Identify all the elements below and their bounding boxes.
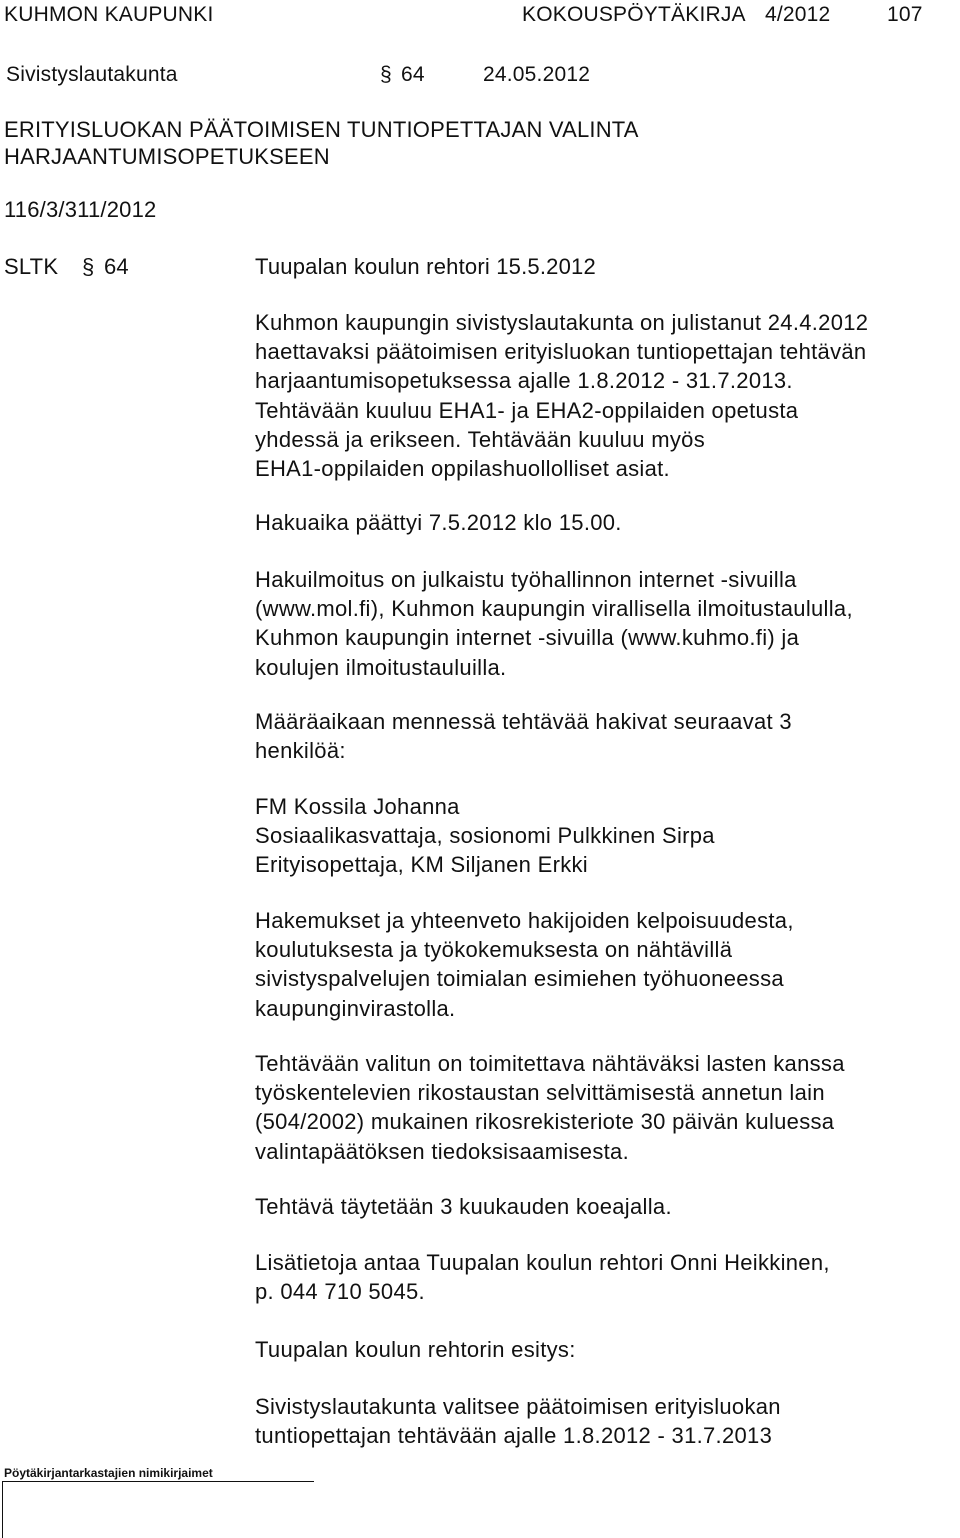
text-line: haettavaksi päätoimisen erityisluokan tuntiopettajan tehtävän — [255, 339, 867, 365]
applicant-item: Erityisopettaja, KM Siljanen Erkki — [255, 852, 588, 878]
signature-box — [2, 1481, 3, 1538]
document-issue: 4/2012 — [765, 3, 831, 26]
text-line: valintapäätöksen tiedoksisaamisesta. — [255, 1138, 630, 1164]
reference-number: 116/3/311/2012 — [4, 197, 157, 222]
text-line: EHA1-oppilaiden oppilashuollolliset asiat. — [255, 456, 670, 482]
item-title-line-1: ERITYISLUOKAN PÄÄTOIMISEN TUNTIOPETTAJAN VALINTA — [4, 117, 639, 142]
page-number: 107 — [887, 3, 923, 26]
paragraph-announcement — [255, 308, 868, 483]
text-line: Tehtävä täytetään 3 kuukauden koeajalla. — [255, 1194, 672, 1219]
text-line: Kuhmon kaupungin internet -sivuilla (www.kuhmo.fi) ja — [255, 625, 800, 651]
paragraph-applications-available — [255, 906, 794, 1023]
document-type: KOKOUSPÖYTÄKIRJA — [522, 3, 746, 26]
signatures-label: Pöytäkirjantarkastajien nimikirjaimet — [4, 1466, 213, 1480]
meeting-date: 24.05.2012 — [483, 63, 591, 86]
item-section-number: 64 — [104, 254, 129, 279]
text-line: työskentelevien rikostaustan selvittämisestä annetun lain — [255, 1080, 825, 1106]
paragraph-criminal-record — [255, 1049, 845, 1166]
board-abbreviation: SLTK — [4, 254, 59, 279]
applicant-list — [255, 792, 715, 880]
text-line: tuntiopettajan tehtävään ajalle 1.8.2012 - 31.7.2013 — [255, 1423, 773, 1449]
text-line: (www.mol.fi), Kuhmon kaupungin virallisella ilmoitustaululla, — [255, 596, 853, 622]
text-line: yhdessä ja erikseen. Tehtävään kuuluu myös — [255, 426, 706, 452]
text-line: (504/2002) mukainen rikosrekisteriote 30 päivän kuluessa — [255, 1109, 835, 1135]
section-mark: § — [380, 63, 392, 86]
text-line: p. 044 710 5045. — [255, 1279, 425, 1305]
paragraph-proposal — [255, 1392, 781, 1450]
text-line: Kuhmon kaupungin sivistyslautakunta on julistanut 24.4.2012 — [255, 310, 869, 335]
text-line: Hakemukset ja yhteenveto hakijoiden kelpoisuudesta, — [255, 908, 794, 933]
text-line: sivistyspalvelujen toimialan esimiehen työhuoneessa — [255, 966, 784, 992]
paragraph-trial-period — [255, 1192, 672, 1221]
applicant-item: FM Kossila Johanna — [255, 794, 460, 819]
text-line: Hakuaika päättyi 7.5.2012 klo 15.00. — [255, 510, 622, 535]
paragraph-proposal-heading — [255, 1335, 576, 1364]
paragraph-publication — [255, 565, 853, 682]
signature-box-top-rule — [2, 1481, 314, 1482]
text-line: henkilöä: — [255, 738, 346, 764]
text-line: Tehtävään kuuluu EHA1- ja EHA2-oppilaiden opetusta — [255, 397, 799, 423]
text-line: kaupunginvirastolla. — [255, 995, 456, 1021]
section-number: 64 — [401, 63, 425, 86]
text-line: Tehtävään valitun on toimitettava nähtäväksi lasten kanssa — [255, 1051, 845, 1076]
item-title-line-2: HARJAANTUMISOPETUKSEEN — [4, 144, 330, 169]
preparer-line: Tuupalan koulun rehtori 15.5.2012 — [255, 254, 596, 279]
board-name: Sivistyslautakunta — [6, 63, 178, 86]
text-line: Tuupalan koulun rehtorin esitys: — [255, 1337, 576, 1362]
paragraph-applicants-intro — [255, 707, 792, 765]
text-line: harjaantumisopetuksessa ajalle 1.8.2012 - 31.7.2013. — [255, 368, 793, 394]
organization-name: KUHMON KAUPUNKI — [4, 3, 214, 26]
text-line: koulutuksesta ja työkokemuksesta on nähtävillä — [255, 937, 733, 963]
applicant-item: Sosiaalikasvattaja, sosionomi Pulkkinen Sirpa — [255, 823, 715, 849]
text-line: Määräaikaan mennessä tehtävää hakivat seuraavat 3 — [255, 709, 792, 734]
text-line: Hakuilmoitus on julkaistu työhallinnon internet -sivuilla — [255, 567, 797, 592]
text-line: Lisätietoja antaa Tuupalan koulun rehtori Onni Heikkinen, — [255, 1250, 830, 1275]
paragraph-deadline — [255, 508, 622, 537]
text-line: koulujen ilmoitustauluilla. — [255, 654, 507, 680]
paragraph-contact — [255, 1248, 830, 1306]
item-section-mark: § — [82, 254, 95, 279]
text-line: Sivistyslautakunta valitsee päätoimisen erityisluokan — [255, 1394, 781, 1419]
